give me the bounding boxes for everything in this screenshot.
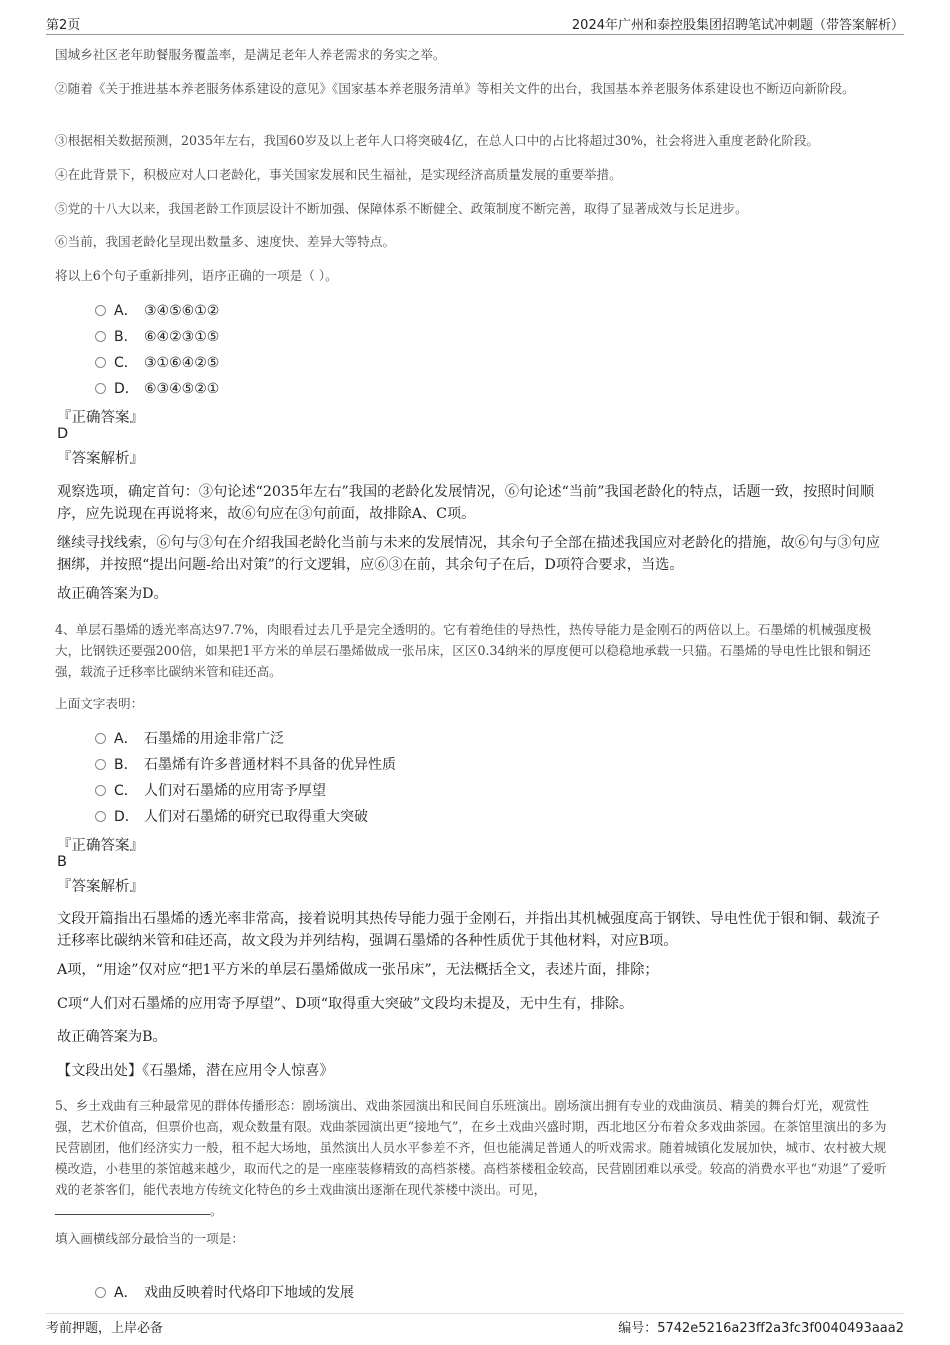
radio-icon[interactable] bbox=[95, 383, 106, 394]
q4-question: 上面文字表明： bbox=[55, 696, 144, 711]
q5-option-a[interactable]: A． 戏曲反映着时代烙印下地域的发展 bbox=[95, 1282, 354, 1304]
q4-source: 【文段出处】《石墨烯，潜在应用令人惊喜》 bbox=[57, 1063, 334, 1079]
q3-analysis-3: 故正确答案为D。 bbox=[57, 586, 168, 602]
q4-answer-label: 『正确答案』 bbox=[57, 838, 144, 854]
q3-option-b[interactable]: B． ⑥④②③①⑤ bbox=[95, 326, 219, 348]
q3-option-a[interactable]: A． ③④⑤⑥①② bbox=[95, 300, 219, 322]
q4-option-b[interactable]: B． 石墨烯有许多普通材料不具备的优异性质 bbox=[95, 754, 396, 776]
q4-analysis-label: 『答案解析』 bbox=[57, 879, 144, 895]
q4-analysis-3: C项“人们对石墨烯的应用寄予厚望”、D项“取得重大突破”文段均未提及，无中生有，排除。 bbox=[57, 996, 634, 1012]
q3-line-1: 国城乡社区老年助餐服务覆盖率，是满足老年人养老需求的务实之举。 bbox=[55, 47, 446, 62]
radio-icon[interactable] bbox=[95, 733, 106, 744]
document-title: 2024年广州和泰控股集团招聘笔试冲刺题（带答案解析） bbox=[571, 18, 904, 33]
q4-option-d[interactable]: D． 人们对石墨烯的研究已取得重大突破 bbox=[95, 806, 368, 828]
fill-blank bbox=[55, 1202, 210, 1215]
q3-line-6: ⑥当前，我国老龄化呈现出数量多、速度快、差异大等特点。 bbox=[55, 234, 396, 249]
document-id: 编号：5742e5216a23ff2a3fc3f0040493aaa2 bbox=[618, 1321, 904, 1336]
q3-question: 将以上6个句子重新排列，语序正确的一项是（ ）。 bbox=[55, 268, 338, 283]
q5-question: 填入画横线部分最恰当的一项是： bbox=[55, 1231, 244, 1246]
page-header bbox=[46, 14, 904, 35]
q4-analysis-1: 文段开篇指出石墨烯的透光率非常高，接着说明其热传导能力强于金刚石，并指出其机械强度高于钢铁、导电性优于银和铜、载流子迁移率比碳纳米管和硅还高，故文段为并列结构，强调石墨烯的各种性质优于其他材料，对应B项。 bbox=[57, 911, 880, 949]
q4-analysis-4: 故正确答案为B。 bbox=[57, 1029, 167, 1045]
q4-answer: B bbox=[57, 854, 67, 870]
page-footer bbox=[46, 1313, 904, 1336]
q3-answer-label: 『正确答案』 bbox=[57, 410, 144, 426]
footer-slogan: 考前押题，上岸必备 bbox=[46, 1321, 164, 1336]
q5-stem: 5、乡土戏曲有三种最常见的群体传播形态：剧场演出、戏曲茶园演出和民间自乐班演出。剧场演出拥有专业的戏曲演员、精美的舞台灯光，观赏性强，艺术价值高，但票价也高，观众数量有限。戏曲茶园演出更“接地气”，在乡土戏曲兴盛时期，西北地区分布着众多戏曲茶园。在茶馆里演出的多为民营剧团，他们经济实力一般，租不起大场地，虽然演出人员水平参差不齐，但也能满足普通人的听戏需求。随着城镇化发展加快，城市、农村被大规模改造，小巷里的茶馆越来越少，取而代之的是一座座装修精致的高档茶楼。高档茶楼租金较高，民营剧团难以承受。较高的消费水平也“劝退”了爱听戏的老茶客们，能代表地方传统文化特色的乡土戏曲演出逐渐在现代茶楼中淡出。可见， 。 bbox=[55, 1098, 887, 1218]
q3-analysis-2: 继续寻找线索，⑥句与③句在介绍我国老龄化当前与未来的发展情况，其余句子全部在描述我国应对老龄化的措施，故⑥句与③句应捆绑，并按照“提出问题-给出对策”的行文逻辑，应⑥③在前，其余句子在后，D项符合要求，当选。 bbox=[57, 535, 880, 573]
radio-icon[interactable] bbox=[95, 1287, 106, 1298]
q3-answer: D bbox=[57, 426, 69, 442]
q4-option-c[interactable]: C． 人们对石墨烯的应用寄予厚望 bbox=[95, 780, 326, 802]
page-number: 第2页 bbox=[46, 18, 81, 33]
q3-option-c[interactable]: C． ③①⑥④②⑤ bbox=[95, 352, 219, 374]
q3-line-3: ③根据相关数据预测，2035年左右，我国60岁及以上老年人口将突破4亿，在总人口中的占比将超过30%，社会将进入重度老龄化阶段。 bbox=[55, 133, 820, 148]
radio-icon[interactable] bbox=[95, 357, 106, 368]
q3-line-5: ⑤党的十八大以来，我国老龄工作顶层设计不断加强、保障体系不断健全、政策制度不断完善，取得了显著成效与长足进步。 bbox=[55, 201, 748, 216]
q4-stem: 4、单层石墨烯的透光率高达97.7%，肉眼看过去几乎是完全透明的。它有着绝佳的导热性，热传导能力是金刚石的两倍以上。石墨烯的机械强度极大，比钢铁还要强200倍，如果把1平方米的单层石墨烯做成一张吊床，区区0.34纳米的厚度便可以稳稳地承载一只猫。石墨烯的导电性比银和铜还强，载流子迁移率比碳纳米管和硅还高。 bbox=[55, 622, 872, 679]
radio-icon[interactable] bbox=[95, 785, 106, 796]
radio-icon[interactable] bbox=[95, 811, 106, 822]
q3-line-4: ④在此背景下，积极应对人口老龄化，事关国家发展和民生福祉，是实现经济高质量发展的重要举措。 bbox=[55, 167, 622, 182]
q4-analysis-2: A项，“用途”仅对应“把1平方米的单层石墨烯做成一张吊床”，无法概括全文，表述片面，排除； bbox=[57, 962, 659, 978]
q3-line-2: ②随着《关于推进基本养老服务体系建设的意见》《国家基本养老服务清单》等相关文件的出台，我国基本养老服务体系建设也不断迈向新阶段。 bbox=[55, 81, 855, 96]
q3-analysis-1: 观察选项，确定首句：③句论述“2035年左右”我国的老龄化发展情况，⑥句论述“当前”我国老龄化的特点，话题一致，按照时间顺序，应先说现在再说将来，故⑥句应在③句前面，故排除A、C项。 bbox=[57, 484, 875, 522]
radio-icon[interactable] bbox=[95, 331, 106, 342]
radio-icon[interactable] bbox=[95, 305, 106, 316]
q3-option-d[interactable]: D． ⑥③④⑤②① bbox=[95, 378, 219, 400]
radio-icon[interactable] bbox=[95, 759, 106, 770]
q3-analysis-label: 『答案解析』 bbox=[57, 451, 144, 467]
q4-option-a[interactable]: A． 石墨烯的用途非常广泛 bbox=[95, 728, 284, 750]
